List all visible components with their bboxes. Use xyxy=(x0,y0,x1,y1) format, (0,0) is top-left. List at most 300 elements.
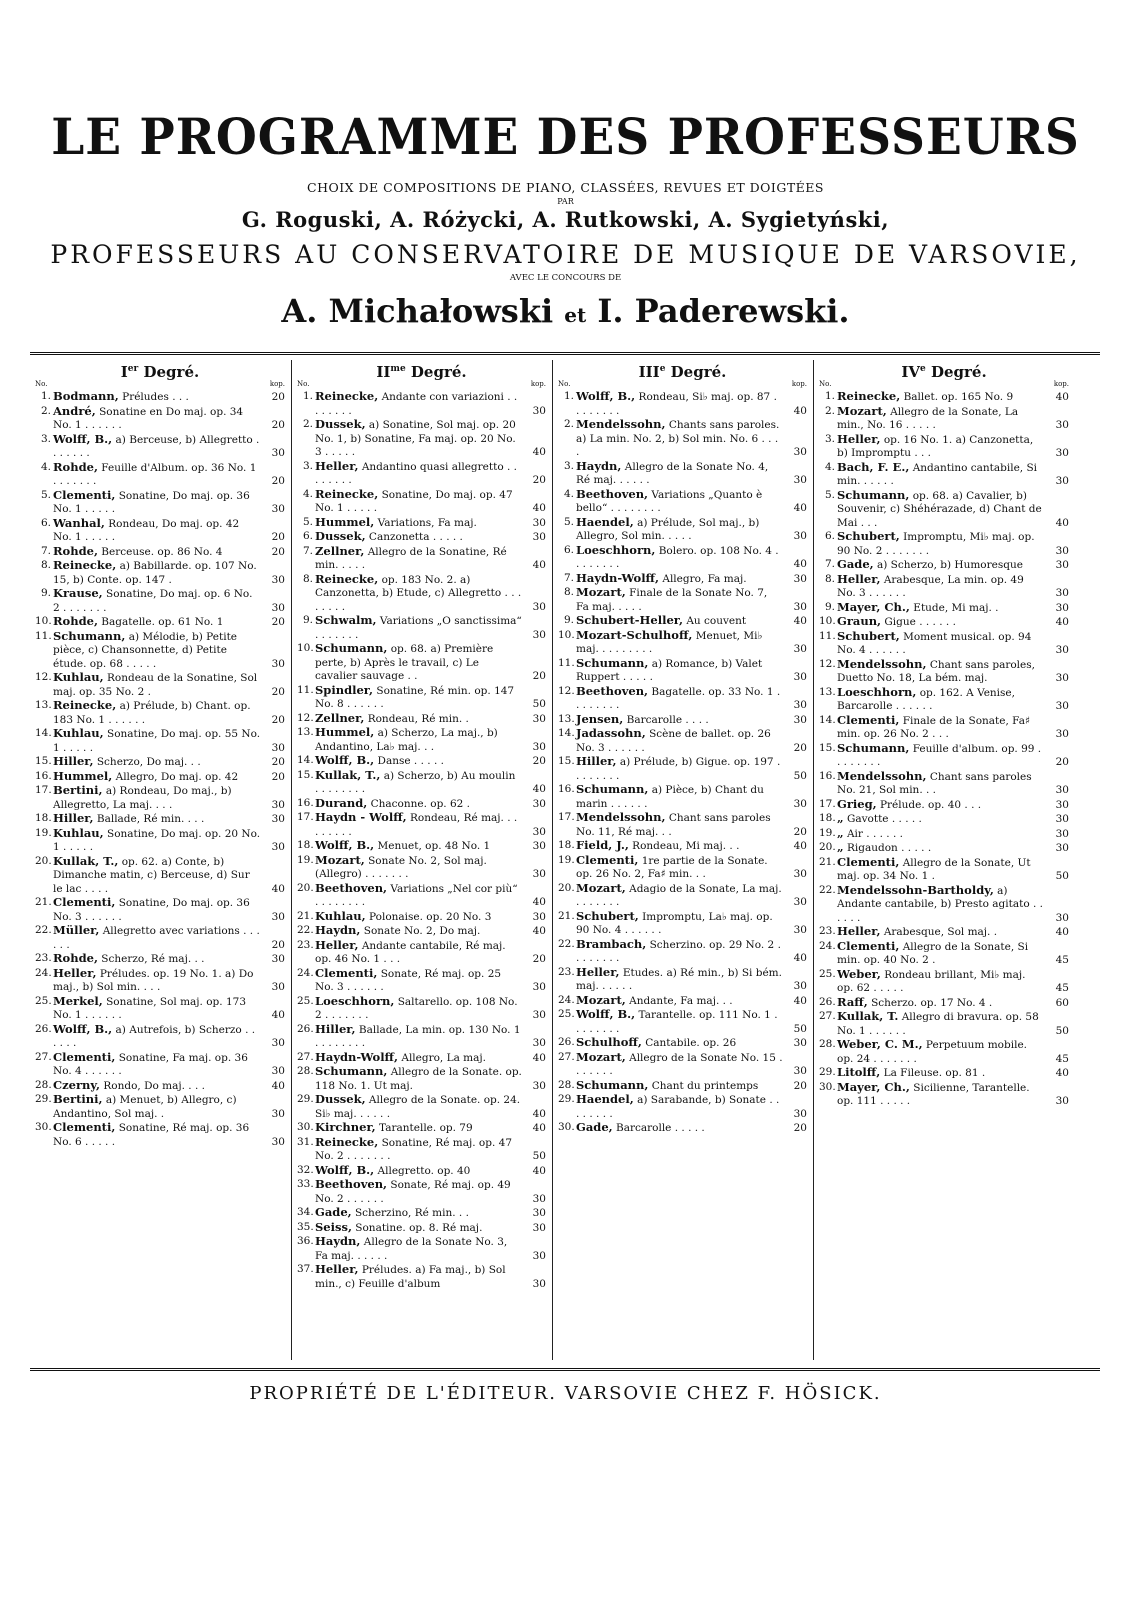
price-kop: 30 xyxy=(532,1192,546,1205)
catalogue-entry xyxy=(558,685,807,713)
catalogue-entry xyxy=(819,658,1069,686)
work-description: Air . . . . . . xyxy=(846,827,903,840)
price-kop: 40 xyxy=(1055,616,1069,628)
composer-name: Schulhoff, xyxy=(576,1035,642,1049)
entry-number: 9. xyxy=(40,587,51,599)
composer-name: Clementi, xyxy=(315,965,378,980)
work-description: Sonatine, Do maj. op. 47 No. 1 . . . . . xyxy=(315,488,513,514)
work-description: Allegro de la Sonate, Ut maj. op. 34 No. 1 . xyxy=(837,856,1031,882)
work-description: Bolero. op. 108 No. 4 . . . . . . . . xyxy=(576,544,779,570)
price-kop: 20 xyxy=(1055,756,1069,768)
entry-number: 14. xyxy=(558,727,575,739)
work-description: a) Rondeau, Do maj., b) Allegretto, La maj. . . . xyxy=(53,785,232,811)
composer-name: Kullak, T., xyxy=(315,767,381,782)
composer-name: Clementi, xyxy=(53,895,116,909)
composer-name: Loeschhorn, xyxy=(837,684,917,699)
composer-name: Schumann, xyxy=(837,487,910,502)
work-description: Sonate, Ré maj. op. 49 No. 2 . . . . . . xyxy=(315,1179,511,1205)
catalogue-entry xyxy=(35,615,285,630)
composer-name: Schubert, xyxy=(576,908,639,923)
degree-suffix: me xyxy=(390,364,406,374)
composer-name: Rohde, xyxy=(53,951,98,965)
composer-name: Heller, xyxy=(837,924,881,938)
entry-number: 27. xyxy=(297,1050,314,1063)
work-description: Berceuse. op. 86 No. 4 xyxy=(101,545,223,558)
entry-number: 31. xyxy=(297,1135,314,1148)
catalogue-entry xyxy=(819,573,1069,601)
composer-name: Kullak, T., xyxy=(53,853,119,868)
composer-name: Wolff, B., xyxy=(576,389,636,403)
composer-name: Hummel, xyxy=(53,768,113,783)
work-description: op. 16 No. 1. a) Canzonetta, b) Impromptu . . . xyxy=(837,433,1034,459)
composer-name: Haendel, xyxy=(576,514,634,529)
price-kop: 40 xyxy=(793,994,807,1007)
work-description: Chant du printemps xyxy=(651,1079,759,1092)
price-kop: 30 xyxy=(1055,672,1069,684)
composer-name: Hiller, xyxy=(576,754,617,768)
catalogue-entry xyxy=(558,1079,807,1094)
composer-name: „ xyxy=(837,840,844,854)
price-kop: 30 xyxy=(532,628,546,641)
catalogue-entry xyxy=(558,614,807,629)
work-description: Saltarello. op. 108 No. 2 . . . . . . . xyxy=(315,995,518,1021)
composer-name: Wanhal, xyxy=(53,515,105,530)
composer-name: Beethoven, xyxy=(315,1177,388,1191)
work-description: Sonatine en Do maj. op. 34 No. 1 . . . . . . xyxy=(53,405,244,431)
work-description: Rondeau, Do maj. op. 42 No. 1 . . . . . xyxy=(53,517,240,543)
entry-number: 15. xyxy=(35,755,52,767)
price-kop: 20 xyxy=(271,938,285,951)
composer-name: Haydn-Wolff, xyxy=(315,1049,399,1064)
entry-number: 28. xyxy=(297,1065,314,1077)
entry-number: 16. xyxy=(35,769,52,782)
composer-name: Schumann, xyxy=(315,641,388,655)
work-description: Sonatine. op. 8. Ré maj. xyxy=(355,1221,483,1234)
work-description: Gavotte . . . . . xyxy=(846,813,922,825)
price-kop: 30 xyxy=(532,840,546,852)
entry-number: 7. xyxy=(40,544,51,557)
entry-number: 6. xyxy=(563,543,574,556)
work-description: Sonate No. 2, Do maj. xyxy=(363,925,481,937)
work-description: Tarantelle. op. 79 xyxy=(379,1122,473,1134)
degree-word: Degré. xyxy=(670,363,727,381)
catalogue-entry xyxy=(819,433,1069,461)
catalogue-entry xyxy=(819,390,1069,405)
collaborators-line xyxy=(0,292,1131,330)
composer-name: Loeschhorn, xyxy=(576,542,656,557)
composer-name: Brambach, xyxy=(576,936,647,951)
catalogue-entry xyxy=(35,784,285,812)
work-description: Andante con variazioni . . . . . . . . xyxy=(315,391,518,417)
composer-name: Schubert, xyxy=(837,529,900,543)
entry-number: 29. xyxy=(819,1066,836,1078)
composer-name: Schwalm, xyxy=(315,613,377,627)
composer-name: Mendelssohn, xyxy=(576,417,666,431)
catalogue-entry xyxy=(35,952,285,967)
price-kop: 20 xyxy=(271,685,285,698)
composer-name: Grieg, xyxy=(837,796,877,811)
work-description: a) Mélodie, b) Petite pièce, c) Chansonnette, d) Petite étude. op. 68 . . . . . xyxy=(53,630,237,670)
catalogue-entry xyxy=(558,994,807,1009)
price-kop: 30 xyxy=(1055,728,1069,740)
work-description: a) Menuet, b) Allegro, c) Andantino, Sol maj. . xyxy=(53,1094,237,1120)
price-kop: 50 xyxy=(532,1150,546,1162)
work-description: Barcarolle . . . . . xyxy=(615,1122,705,1134)
price-kop: 30 xyxy=(1055,700,1069,712)
work-description: Prélude. op. 40 . . . xyxy=(879,798,982,811)
price-kop: 30 xyxy=(532,910,546,923)
price-kop: 20 xyxy=(271,616,285,628)
entry-number: 30. xyxy=(558,1121,575,1133)
composer-name: Heller, xyxy=(837,571,881,586)
catalogue-entry xyxy=(558,572,807,587)
entry-number: 28. xyxy=(35,1078,52,1091)
entry-number: 19. xyxy=(35,826,52,839)
catalogue-entry xyxy=(558,544,807,572)
price-kop: 30 xyxy=(793,1065,807,1077)
work-description: Andantino quasi allegretto . . . . . . . . xyxy=(315,460,517,486)
column-divider xyxy=(813,360,814,1360)
work-description: Allegro de la Sonate No. 4, Ré maj. . . . . . xyxy=(576,460,769,486)
work-description: Préludes . . . xyxy=(122,391,189,403)
catalogue-entry xyxy=(35,587,285,615)
catalogue-entry xyxy=(558,713,807,728)
composer-name: Jensen, xyxy=(576,711,624,726)
work-description: Perpetuum mobile. op. 24 . . . . . . . xyxy=(837,1039,1027,1065)
entry-number: 13. xyxy=(35,699,52,711)
composer-name: „ xyxy=(837,825,844,840)
price-kop: 30 xyxy=(271,741,285,754)
composer-name: Clementi, xyxy=(837,854,900,869)
degree-column-1 xyxy=(35,358,285,1149)
work-description: Rondeau, Si♭ maj. op. 87 . . . . . . . . xyxy=(576,391,777,417)
entry-number: 25. xyxy=(819,967,836,980)
composer-name: Wolff, B., xyxy=(576,1007,636,1021)
catalogue-entry xyxy=(297,516,546,531)
catalogue-entry xyxy=(819,615,1069,630)
composer-name: Weber, xyxy=(837,966,881,981)
catalogue-entry xyxy=(35,517,285,545)
catalogue-entry xyxy=(819,405,1069,433)
price-kop: 40 xyxy=(532,559,546,571)
degree-word: Degré. xyxy=(410,363,467,381)
entry-number: 5. xyxy=(563,515,574,528)
price-kop: 30 xyxy=(1055,784,1069,796)
price-kop: 50 xyxy=(1055,870,1069,882)
kop-label: kop. xyxy=(791,380,807,388)
price-kop: 45 xyxy=(1055,982,1069,994)
composer-name: Wolff, B., xyxy=(315,838,375,852)
work-description: Sonatine, Do maj. op. 36 No. 3 . . . . . . xyxy=(53,897,250,923)
catalogue-entry xyxy=(558,755,807,783)
catalogue-entry xyxy=(297,910,546,925)
catalogue-entry xyxy=(558,1036,807,1051)
entry-number: 13. xyxy=(558,712,575,725)
work-description: Allegro de la Sonate No. 3, Fa maj. . . . . . xyxy=(315,1236,508,1262)
work-description: Cantabile. op. 26 xyxy=(645,1037,737,1049)
composer-name: Mozart, xyxy=(576,585,626,599)
composer-name: Hiller, xyxy=(53,754,94,768)
work-description: Sonate No. 2, Sol maj. (Allegro) . . . . . . . xyxy=(315,854,487,880)
price-kop: 30 xyxy=(793,980,807,992)
composer-name: Mendelssohn, xyxy=(576,810,666,824)
entry-number: 27. xyxy=(558,1050,575,1063)
collaborator-et: et xyxy=(564,303,587,327)
entry-number: 24. xyxy=(297,966,314,979)
work-description: Allegro de la Sonate. op. 24. Si♭ maj. . . . . . xyxy=(315,1094,521,1120)
price-kop: 30 xyxy=(271,813,285,825)
work-description: Allegro de la Sonate No. 15 . . . . . . . xyxy=(576,1051,783,1077)
catalogue-entry xyxy=(819,841,1069,856)
catalogue-entry xyxy=(819,770,1069,798)
catalogue-entry xyxy=(819,489,1069,531)
price-kop: 30 xyxy=(1055,475,1069,487)
price-kop: 40 xyxy=(793,615,807,627)
work-description: Allegro, Do maj. op. 42 xyxy=(115,770,239,783)
bottom-double-rule xyxy=(30,1368,1100,1371)
price-kop: 40 xyxy=(1055,516,1069,529)
catalogue-entry xyxy=(297,967,546,995)
price-kop: 30 xyxy=(793,474,807,486)
entry-number: 22. xyxy=(819,883,836,896)
work-description: a) Andante cantabile, b) Presto agitato . . . . . . xyxy=(837,884,1044,924)
work-description: Préludes. op. 19 No. 1. a) Do maj., b) Sol min. . . . xyxy=(53,967,254,993)
degree-numeral: I xyxy=(120,363,128,381)
catalogue-entry xyxy=(297,1235,546,1263)
composer-name: André, xyxy=(53,403,96,418)
price-kop: 50 xyxy=(532,698,546,710)
price-kop: 30 xyxy=(1055,644,1069,656)
work-description: Rondeau, Mi maj. . . xyxy=(632,840,740,852)
catalogue-entry xyxy=(35,770,285,785)
entry-number: 4. xyxy=(563,487,574,500)
catalogue-entry xyxy=(35,489,285,517)
composer-name: Mendelssohn-Bartholdy, xyxy=(837,882,994,897)
work-description: a) Scherzo, La maj., b) Andantino, La♭ maj. . . xyxy=(315,727,498,753)
price-kop: 30 xyxy=(271,503,285,515)
work-description: a) Sarabande, b) Sonate . . . . . . . . xyxy=(576,1094,780,1120)
catalogue-entry xyxy=(297,460,546,488)
catalogue-entry xyxy=(558,460,807,488)
work-description: Etude, Mi maj. . xyxy=(913,601,999,614)
work-description: op. 62. a) Conte, b) Dimanche matin, c) Berceuse, d) Sur le lac . . . . xyxy=(53,855,250,895)
work-description: Menuet, op. 48 No. 1 xyxy=(377,840,491,852)
work-description: Scherzo, Ré maj. . . xyxy=(101,953,205,965)
price-kop: 30 xyxy=(271,657,285,670)
catalogue-entry xyxy=(35,1121,285,1149)
price-kop: 40 xyxy=(793,558,807,570)
work-description: Etudes. a) Ré min., b) Si bém. maj. . . . . . xyxy=(576,966,782,992)
catalogue-entry xyxy=(35,855,285,897)
work-description: op. 68. a) Cavalier, b) Souvenir, c) Shéhérazade, d) Chant de Mai . . . xyxy=(837,489,1042,529)
price-kop: 40 xyxy=(271,882,285,895)
composer-name: Clementi, xyxy=(53,1049,116,1064)
composer-name: Mozart, xyxy=(576,1049,626,1064)
work-description: Andantino cantabile, Si min. . . . . . xyxy=(837,461,1038,487)
price-kop: 20 xyxy=(793,1122,807,1134)
composer-name: Hummel, xyxy=(315,725,375,739)
catalogue-entry xyxy=(297,1206,546,1221)
entry-number: 25. xyxy=(558,1008,575,1020)
work-description: Finale de la Sonate No. 7, Fa maj. . . . . xyxy=(576,587,768,613)
composer-name: Schubert-Heller, xyxy=(576,613,683,627)
catalogue-entry xyxy=(297,939,546,967)
entry-number: 17. xyxy=(35,784,52,796)
degree-numeral: II xyxy=(376,363,391,381)
entry-number: 12. xyxy=(558,684,575,697)
entry-number: 3. xyxy=(563,459,574,472)
degree-column-4 xyxy=(819,358,1069,1109)
work-description: Sonatine, Ré min. op. 147 No. 8 . . . . . . xyxy=(315,684,515,710)
catalogue-entry xyxy=(35,559,285,587)
catalogue-entry xyxy=(819,996,1069,1011)
entry-number: 26. xyxy=(819,995,836,1008)
catalogue-entry xyxy=(819,856,1069,884)
composer-name: Reinecke, xyxy=(315,571,379,586)
composer-name: Beethoven, xyxy=(576,683,649,698)
entry-number: 20. xyxy=(558,881,575,894)
entry-number: 9. xyxy=(824,600,835,613)
work-description: Allegro, Fa maj. xyxy=(662,572,747,585)
degree-heading xyxy=(35,358,285,380)
degree-word: Degré. xyxy=(143,363,200,381)
price-kop: 40 xyxy=(532,502,546,514)
composer-name: Clementi, xyxy=(837,938,900,953)
degree-suffix: er xyxy=(127,364,139,374)
price-kop: 30 xyxy=(1055,798,1069,811)
entry-number: 26. xyxy=(35,1022,52,1035)
entry-number: 6. xyxy=(302,530,313,542)
catalogue-entry xyxy=(297,390,546,418)
price-kop: 30 xyxy=(532,1221,546,1234)
price-kop: 20 xyxy=(793,825,807,838)
number-label: No. xyxy=(558,380,571,388)
degree-column-3 xyxy=(558,358,807,1136)
catalogue-entry xyxy=(297,754,546,769)
price-kop: 20 xyxy=(271,713,285,726)
catalogue-entry xyxy=(558,1008,807,1036)
entry-number: 2. xyxy=(302,418,313,430)
price-kop: 30 xyxy=(1055,559,1069,571)
price-kop: 40 xyxy=(532,783,546,795)
catalogue-entry xyxy=(819,884,1069,926)
price-kop: 30 xyxy=(271,841,285,853)
entry-number: 29. xyxy=(297,1093,314,1105)
avec-label: AVEC LE CONCOURS DE xyxy=(509,273,622,283)
work-description: Danse . . . . . xyxy=(377,755,444,767)
catalogue-entry xyxy=(35,896,285,924)
work-description: Chaconne. op. 62 . xyxy=(370,797,471,810)
kop-label: kop. xyxy=(269,380,285,388)
price-kop: 30 xyxy=(271,798,285,811)
composer-name: Mayer, Ch., xyxy=(837,599,910,614)
work-description: Menuet, Mi♭ maj. . . . . . . . . xyxy=(576,629,763,655)
work-description: a) Babillarde. op. 107 No. 15, b) Conte. op. 147 . xyxy=(53,560,257,586)
entry-number: 32. xyxy=(297,1163,314,1176)
catalogue-entry xyxy=(558,854,807,882)
composer-name: Schumann, xyxy=(576,655,649,670)
entry-number: 27. xyxy=(819,1010,836,1022)
price-kop: 30 xyxy=(271,573,285,586)
price-kop: 20 xyxy=(271,531,285,543)
entry-number: 14. xyxy=(819,713,836,726)
entry-number: 25. xyxy=(297,994,314,1007)
catalogue-entry xyxy=(819,686,1069,714)
price-kop: 30 xyxy=(1055,601,1069,614)
catalogue-entry xyxy=(297,726,546,754)
composer-name: Gade, xyxy=(837,557,874,571)
entry-number: 4. xyxy=(302,487,313,500)
catalogue-entry xyxy=(558,727,807,755)
price-kop: 30 xyxy=(532,531,546,543)
composer-name: Kirchner, xyxy=(315,1120,376,1134)
degree-suffix: e xyxy=(919,364,926,374)
catalogue-entry xyxy=(297,1121,546,1136)
composer-name: Hiller, xyxy=(315,1021,356,1036)
price-kop: 30 xyxy=(532,1207,546,1219)
price-kop: 30 xyxy=(1055,827,1069,840)
work-description: a) Scherzo, b) Humoresque xyxy=(876,559,1023,571)
work-description: Sonatine, Sol maj. op. 173 No. 1 . . . . . . xyxy=(53,995,246,1021)
price-kop: 30 xyxy=(793,797,807,810)
composer-name: Beethoven, xyxy=(315,880,388,895)
catalogue-entry xyxy=(297,769,546,797)
entry-number: 21. xyxy=(819,855,836,868)
work-description: Adagio de la Sonate, La maj. . . . . . . . xyxy=(576,882,782,908)
entry-number: 35. xyxy=(297,1220,314,1233)
price-kop: 30 xyxy=(793,600,807,613)
work-description: Moment musical. op. 94 No. 4 . . . . . . xyxy=(837,630,1032,656)
price-kop: 30 xyxy=(532,600,546,613)
catalogue-entry xyxy=(297,1136,546,1164)
composer-name: Kuhlau, xyxy=(53,726,104,740)
page-subtitle: CHOIX DE COMPOSITIONS DE PIANO, CLASSÉES, REVUES ET DOIGTÉES xyxy=(307,180,824,195)
work-description: Scène de ballet. op. 26 No. 3 . . . . . . xyxy=(576,728,771,754)
price-kop: 30 xyxy=(793,671,807,683)
price-kop: 40 xyxy=(793,404,807,417)
work-description: Allegro de la Sonate. op. 118 No. 1. Ut maj. xyxy=(315,1066,522,1092)
entry-number: 34. xyxy=(297,1206,314,1218)
entry-number: 13. xyxy=(819,685,836,698)
price-kop: 40 xyxy=(532,1164,546,1177)
catalogue-entry xyxy=(297,545,546,573)
price-kop: 30 xyxy=(271,447,285,459)
degree-column-2 xyxy=(297,358,546,1291)
composer-name: Schumann, xyxy=(837,740,910,755)
catalogue-entry xyxy=(819,1038,1069,1066)
work-description: Rondeau brillant, Mi♭ maj. op. 62 . . . . . xyxy=(837,968,1026,994)
price-kop: 45 xyxy=(1055,954,1069,966)
price-kop: 30 xyxy=(271,601,285,614)
price-kop: 30 xyxy=(1055,587,1069,599)
composer-name: Schumann, xyxy=(576,1077,649,1092)
price-kop: 30 xyxy=(1055,544,1069,557)
catalogue-entry xyxy=(297,995,546,1023)
work-description: Sonatine, Do maj. op. 55 No. 1 . . . . . xyxy=(53,728,261,754)
column-divider xyxy=(291,360,292,1360)
price-kop: 20 xyxy=(532,953,546,965)
entry-number: 28. xyxy=(819,1038,836,1050)
composer-name: Rohde, xyxy=(53,459,98,474)
composer-name: Krause, xyxy=(53,586,103,600)
work-description: Ballade, Ré min. . . . xyxy=(96,813,205,825)
entry-number: 23. xyxy=(35,952,52,964)
composer-name: Wolff, B., xyxy=(315,1162,375,1177)
entry-number: 30. xyxy=(35,1121,52,1133)
degree-heading xyxy=(558,358,807,380)
kop-label: kop. xyxy=(530,380,546,388)
entry-number: 17. xyxy=(558,811,575,823)
